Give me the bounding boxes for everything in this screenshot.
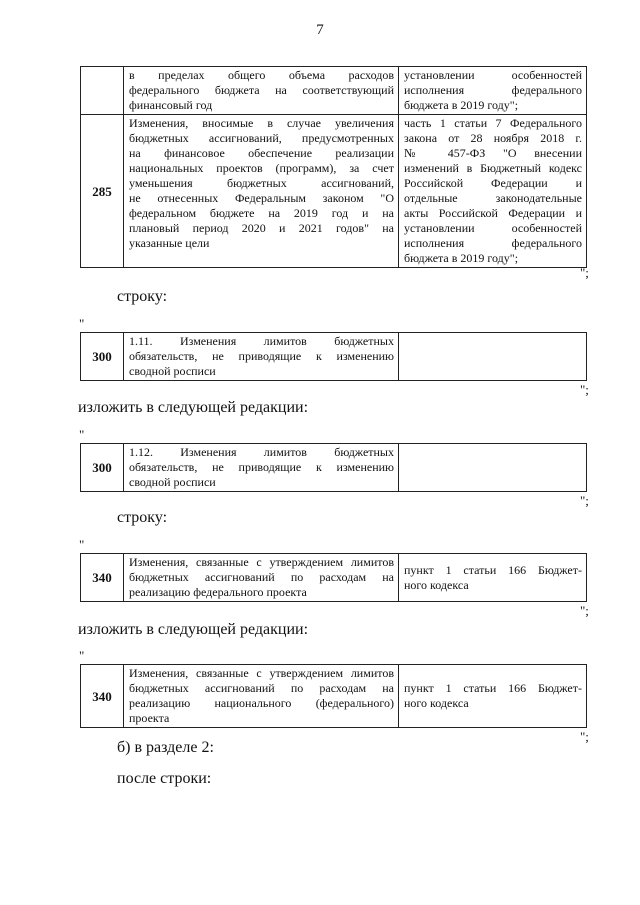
table-row	[81, 665, 587, 728]
table-row	[81, 444, 587, 492]
text-line: исполнения федерального	[404, 83, 582, 97]
basis-cell	[399, 444, 587, 492]
description-cell	[124, 444, 399, 492]
text-line: федерального бюджета на соответствующий	[129, 83, 394, 97]
paragraph-posle: после строки:	[117, 770, 212, 787]
opening-quote: "	[79, 648, 85, 663]
text-line: федеральном бюджете на 2019 год и на	[129, 206, 394, 220]
text-line: закона от 28 ноября 2018 г.	[404, 131, 582, 145]
text-line: финансовый год	[129, 98, 213, 112]
table-row	[81, 333, 587, 381]
text-line: ного кодекса	[404, 577, 469, 592]
text-line: бюджетных ассигнований по расходам на	[129, 681, 394, 695]
basis-cell	[399, 665, 587, 728]
text-line: отдельные законодательные	[404, 191, 582, 205]
text-line: указанные цели	[129, 236, 210, 250]
basis-cell	[399, 554, 587, 602]
text-line: ного кодекса	[404, 696, 469, 710]
description-cell	[124, 67, 399, 115]
basis-cell	[399, 333, 587, 381]
text-line: пункт 1 статьи 166 Бюджет-	[404, 562, 582, 577]
row-number-cell: 300	[81, 444, 124, 492]
table-row-340-old	[80, 553, 587, 602]
text-line: Изменения, связанные с утверждением лимитов	[129, 666, 394, 680]
text-line: 1.12. Изменения лимитов бюджетных	[129, 445, 394, 459]
text-line: не отнесенных Федеральным законом "О	[129, 191, 394, 205]
text-line: № 457-ФЗ "О внесении	[404, 146, 582, 160]
text-line: на финансовое обеспечение реализации	[129, 146, 394, 160]
text-line: проекта	[129, 711, 170, 725]
row-number-cell: 340	[81, 554, 124, 602]
row-number-cell	[81, 67, 124, 115]
text-line: бюджетных ассигнований по расходам на	[129, 570, 394, 584]
text-line: установлении особенностей	[404, 68, 582, 82]
text-line: бюджетных ассигнований, предусмотренных	[129, 131, 394, 145]
closing-quote: ";	[580, 493, 589, 508]
text-line: сводной росписи	[129, 475, 216, 489]
text-line: установлении особенностей	[404, 221, 582, 235]
table-rows-285	[80, 66, 587, 268]
table-row-285	[81, 115, 587, 268]
table-row-300-new	[80, 443, 587, 492]
opening-quote: "	[79, 427, 85, 442]
table-row-300-old	[80, 332, 587, 381]
text-line: пункт 1 статьи 166 Бюджет-	[404, 681, 582, 695]
text-line: реализацию национального (федерального)	[129, 696, 394, 710]
description-cell	[124, 665, 399, 728]
text-line: уменьшения бюджетных ассигнований,	[129, 176, 394, 190]
paragraph-stroku: строку:	[117, 288, 168, 305]
basis-cell	[399, 115, 587, 268]
opening-quote: "	[79, 537, 85, 552]
text-line: исполнения федерального	[404, 236, 582, 250]
text-line: акты Российской Федерации и	[404, 206, 582, 220]
closing-quote: ";	[580, 603, 589, 618]
text-line: изменений в Бюджетный кодекс	[404, 161, 582, 175]
text-line: плановый период 2020 и 2021 годов" на	[129, 221, 394, 235]
paragraph-izlozhit: изложить в следующей редакции:	[78, 399, 309, 416]
opening-quote: "	[79, 316, 85, 331]
description-cell	[124, 115, 399, 268]
text-line: Изменения, вносимые в случае увеличения	[129, 116, 394, 130]
closing-quote: ";	[580, 382, 589, 397]
basis-cell	[399, 67, 587, 115]
row-number-cell: 285	[81, 115, 124, 268]
text-line: часть 1 статьи 7 Федерального	[404, 116, 582, 130]
text-line: реализацию федерального проекта	[129, 585, 307, 599]
table-row-continued	[81, 67, 587, 115]
description-cell	[124, 554, 399, 602]
row-number-cell: 300	[81, 333, 124, 381]
paragraph-izlozhit: изложить в следующей редакции:	[78, 621, 309, 638]
text-line: в пределах общего объема расходов	[129, 68, 394, 82]
paragraph-stroku: строку:	[117, 509, 168, 526]
table-row	[81, 554, 587, 602]
text-line: национальных проектов (программ), за счет	[129, 161, 394, 175]
text-line: Российской Федерации и	[404, 176, 582, 190]
page-number: 7	[316, 22, 324, 38]
text-line: бюджета в 2019 году";	[404, 98, 519, 112]
text-line: Изменения, связанные с утверждением лимитов	[129, 555, 394, 569]
description-cell	[124, 333, 399, 381]
text-line: обязательств, не приводящие к изменению	[129, 349, 394, 363]
text-line: бюджета в 2019 году";	[404, 251, 519, 265]
row-number-cell: 340	[81, 665, 124, 728]
table-row-340-new	[80, 664, 587, 728]
text-line: сводной росписи	[129, 364, 216, 378]
closing-quote: ";	[580, 265, 589, 280]
paragraph-section-b: б) в разделе 2:	[117, 739, 214, 756]
text-line: обязательств, не приводящие к изменению	[129, 460, 394, 474]
text-line: 1.11. Изменения лимитов бюджетных	[129, 334, 394, 348]
closing-quote: ";	[580, 729, 589, 744]
